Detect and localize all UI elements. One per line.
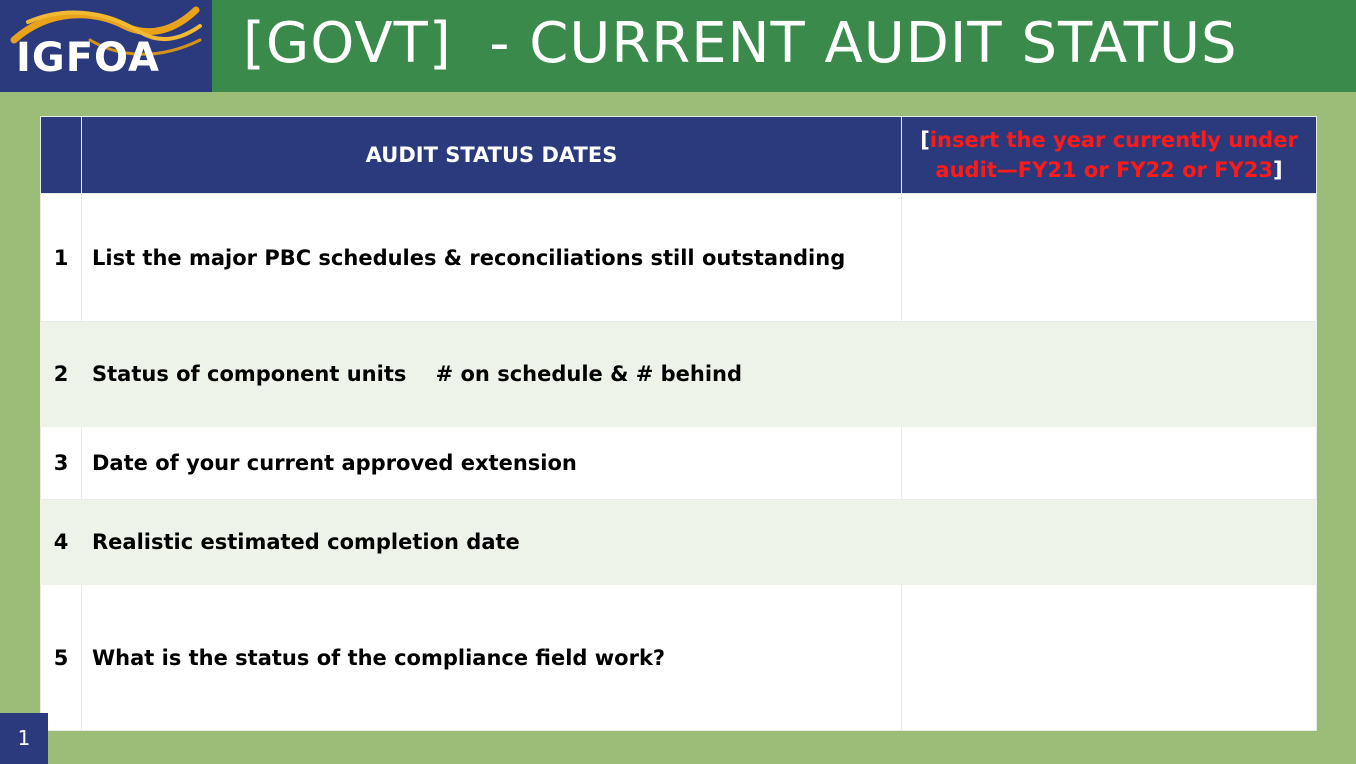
row-description: Realistic estimated completion date xyxy=(82,500,902,585)
row-value-cell[interactable] xyxy=(902,427,1317,500)
table-row xyxy=(41,322,1317,427)
page-title: [GOVT] - CURRENT AUDIT STATUS xyxy=(243,11,1238,76)
column-header-description: AUDIT STATUS DATES xyxy=(82,117,902,194)
close-bracket: ] xyxy=(1272,158,1283,182)
title-bar xyxy=(0,0,1356,92)
row-number: 3 xyxy=(41,427,82,500)
table-row xyxy=(41,585,1317,731)
slide-number: 1 xyxy=(0,713,48,764)
open-bracket: [ xyxy=(920,128,930,152)
table-header-row xyxy=(41,117,1317,194)
column-header-year xyxy=(902,117,1317,194)
row-description: What is the status of the compliance field work? xyxy=(82,585,902,731)
row-value-cell[interactable] xyxy=(902,585,1317,731)
column-header-number xyxy=(41,117,82,194)
row-description: Date of your current approved extension xyxy=(82,427,902,500)
row-value-cell[interactable] xyxy=(902,194,1317,322)
row-description: List the major PBC schedules & reconciliations still outstanding xyxy=(82,194,902,322)
row-description: Status of component units # on schedule & # behind xyxy=(82,322,902,427)
igfoa-logo xyxy=(0,0,212,92)
table-row xyxy=(41,500,1317,585)
row-number: 2 xyxy=(41,322,82,427)
row-number: 5 xyxy=(41,585,82,731)
table-row xyxy=(41,427,1317,500)
table-row xyxy=(41,194,1317,322)
year-placeholder-text: insert the year currently under audit—FY21 or FY22 or FY23 xyxy=(929,128,1298,182)
row-number: 1 xyxy=(41,194,82,322)
audit-status-table xyxy=(40,116,1317,731)
row-value-cell[interactable] xyxy=(902,322,1317,427)
logo-text: IGFOA xyxy=(16,35,160,81)
row-value-cell[interactable] xyxy=(902,500,1317,585)
row-number: 4 xyxy=(41,500,82,585)
